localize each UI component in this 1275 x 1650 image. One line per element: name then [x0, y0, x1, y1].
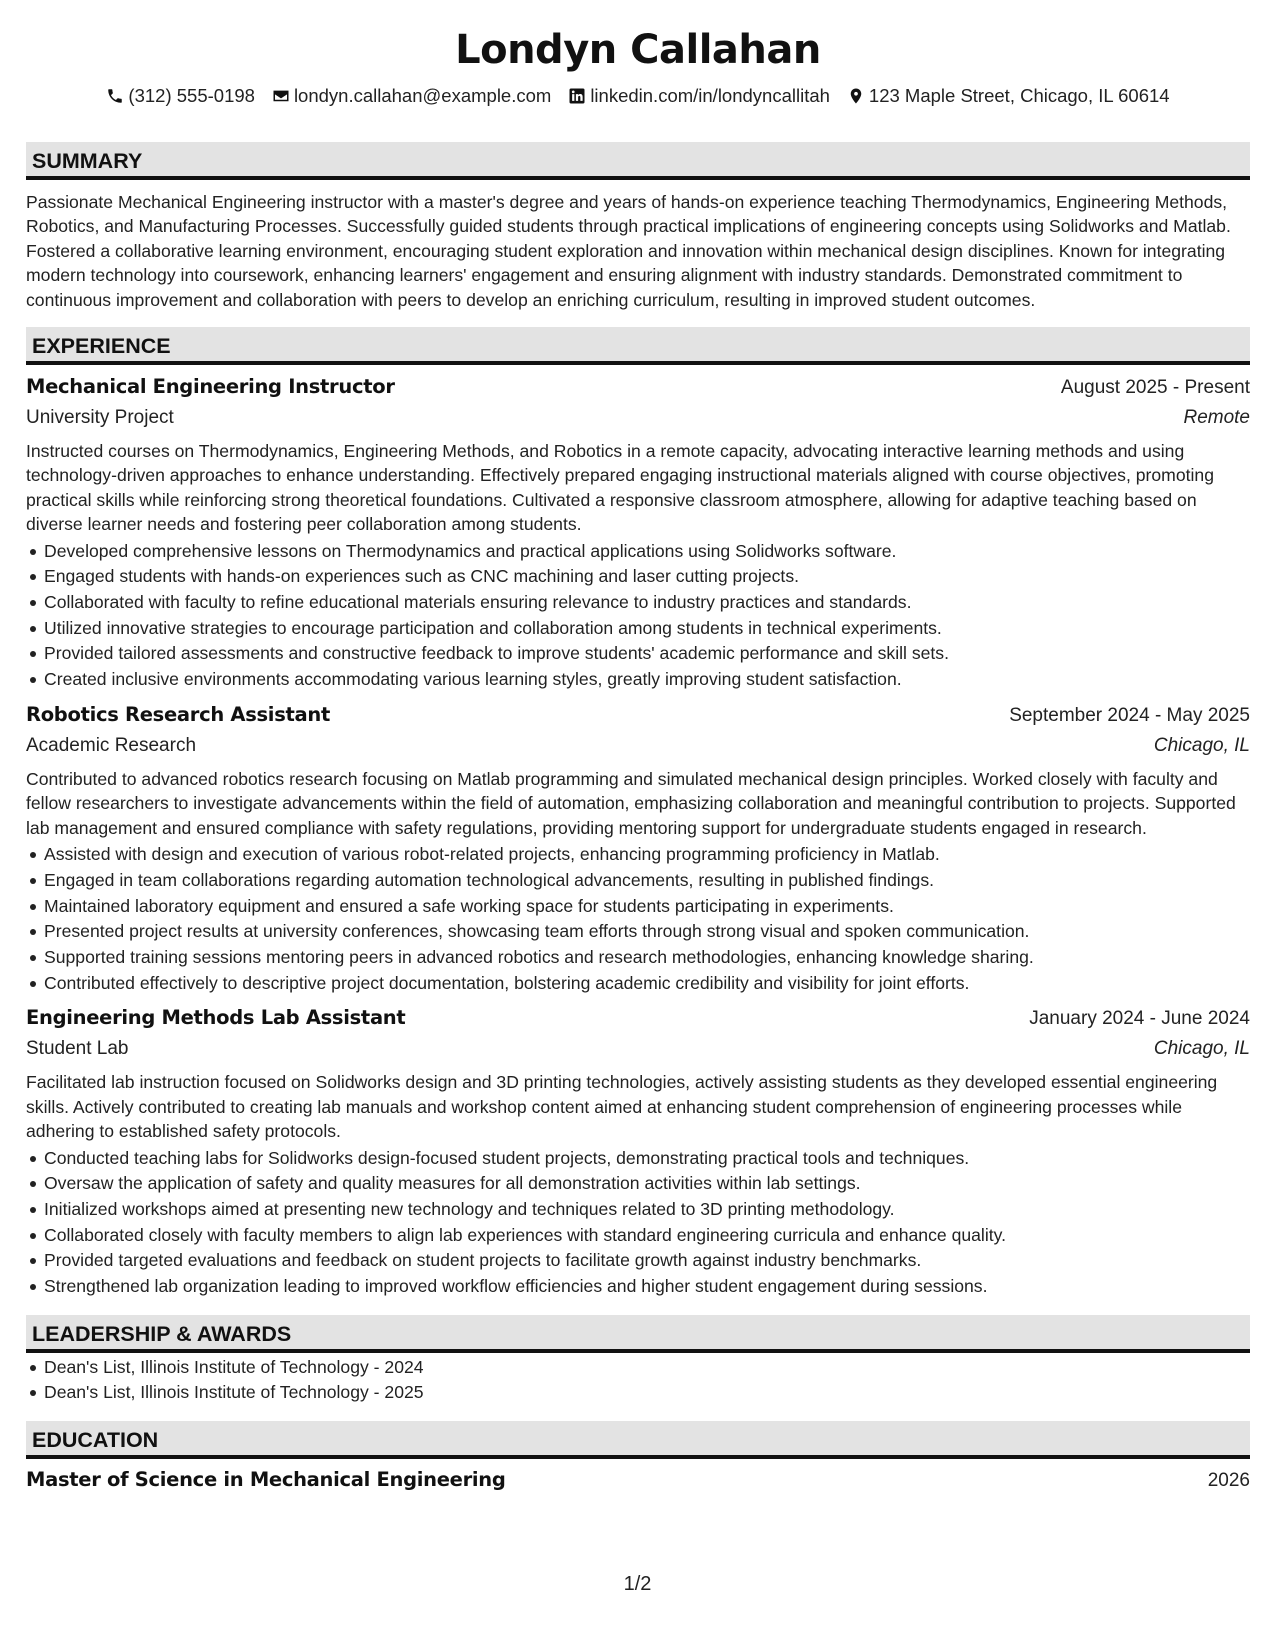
- job-bullet: Strengthened lab organization leading to improved workflow efficiencies and higher student engagement during sessions.: [44, 1274, 1250, 1300]
- job-entry: [26, 1003, 1250, 1299]
- job-bullet: Developed comprehensive lessons on Thermodynamics and practical applications using Solidworks software.: [44, 539, 1250, 565]
- contact-linkedin-text: linkedin.com/in/londyncallitah: [590, 85, 830, 106]
- job-description: Instructed courses on Thermodynamics, Engineering Methods, and Robotics in a remote capacity, advocating interactive learning methods and using technology-driven approaches to enhance understanding. Effectively prepared engaging instructional materials aligned with course objectives, promoting practical skills while reinforcing strong theoretical foundations. Cultivated a responsive classroom atmosphere, allowing for adaptive teaching based on diverse learner needs and fostering peer collaboration among students.: [26, 441, 1214, 535]
- job-bullet: Assisted with design and execution of various robot-related projects, enhancing programming proficiency in Matlab.: [44, 842, 1250, 868]
- contact-bar: [26, 84, 1250, 108]
- linkedin-icon: [568, 87, 586, 105]
- job-bullets: [26, 1146, 1250, 1300]
- job-bullets: [26, 539, 1250, 693]
- job-description: Contributed to advanced robotics research focusing on Matlab programming and simulated mechanical design principles. Worked closely with faculty and fellow researchers to investigate advancements within the field of automation, emphasizing collaboration and meaningful contribution to projects. Supported lab management and ensured compliance with safety regulations, providing mentoring support for undergraduate students engaged in research.: [26, 768, 1236, 838]
- job-organization: Academic Research: [26, 734, 197, 756]
- job-bullet: Presented project results at university conferences, showcasing team efforts through strong visual and spoken communication.: [44, 919, 1250, 945]
- contact-email-text: londyn.callahan@example.com: [293, 85, 552, 106]
- job-bullet: Conducted teaching labs for Solidworks design-focused student projects, demonstrating practical tools and techniques.: [44, 1146, 1250, 1172]
- awards-heading: LEADERSHIP & AWARDS: [26, 1315, 1250, 1353]
- education-section: [26, 1421, 1250, 1496]
- job-entry: [26, 700, 1250, 996]
- job-organization: University Project: [26, 407, 174, 429]
- contact-phone-text: (312) 555-0198: [128, 85, 255, 106]
- job-entry: [26, 372, 1250, 693]
- job-bullet: Provided targeted evaluations and feedback on student projects to facilitate growth against industry benchmarks.: [44, 1248, 1250, 1274]
- experience-heading: EXPERIENCE: [26, 327, 1250, 365]
- map-pin-icon: [847, 87, 865, 105]
- contact-address-text: 123 Maple Street, Chicago, IL 60614: [868, 85, 1170, 106]
- resume-page: [26, 0, 1250, 1496]
- job-bullet: Engaged in team collaborations regarding automation technological advancements, resulting in published findings.: [44, 868, 1250, 894]
- awards-section: [26, 1315, 1250, 1406]
- job-bullet: Utilized innovative strategies to encourage participation and collaboration among students in technical experiments.: [44, 616, 1250, 642]
- job-dates: January 2024 - June 2024: [1029, 1008, 1250, 1030]
- degree-title: Master of Science in Mechanical Engineering: [26, 1468, 506, 1492]
- candidate-name: Londyn Callahan: [455, 27, 821, 73]
- job-bullet: Oversaw the application of safety and quality measures for all demonstration activities within lab settings.: [44, 1171, 1250, 1197]
- envelope-icon: [272, 87, 290, 105]
- phone-icon: [106, 87, 124, 105]
- job-bullet: Collaborated closely with faculty members to align lab experiences with standard engineering curricula and enhance quality.: [44, 1223, 1250, 1249]
- summary-heading: SUMMARY: [26, 142, 1250, 180]
- job-bullet: Contributed effectively to descriptive project documentation, bolstering academic credibility and visibility for joint efforts.: [44, 971, 1250, 997]
- contact-email: [272, 84, 551, 108]
- degree-year: 2026: [1207, 1470, 1250, 1492]
- summary-text: Passionate Mechanical Engineering instructor with a master's degree and years of hands-on experience teaching Thermodynamics, Engineering Methods, Robotics, and Manufacturing Processes. Successfully guided students through practical implications of engineering concepts using Solidworks and Matlab. Fostered a collaborative learning environment, encouraging student exploration and innovation within mechanical design disciplines. Known for integrating modern technology into coursework, enhancing learners' engagement and ensuring alignment with industry standards. Demonstrated commitment to continuous improvement and collaboration with peers to develop an enriching curriculum, resulting in improved student outcomes.: [26, 192, 1231, 310]
- job-bullet: Supported training sessions mentoring peers in advanced robotics and research methodologies, enhancing knowledge sharing.: [44, 945, 1250, 971]
- page-number: 1/2: [623, 1573, 652, 1595]
- job-title: Mechanical Engineering Instructor: [26, 375, 395, 399]
- award-item: Dean's List, Illinois Institute of Technology - 2024: [44, 1355, 1250, 1381]
- education-heading: EDUCATION: [26, 1421, 1250, 1459]
- job-dates: August 2025 - Present: [1060, 377, 1250, 399]
- job-bullet: Initialized workshops aimed at presenting new technology and techniques related to 3D printing methodology.: [44, 1197, 1250, 1223]
- job-location: Chicago, IL: [1153, 1038, 1250, 1060]
- awards-list: [26, 1355, 1250, 1406]
- job-bullet: Engaged students with hands-on experiences such as CNC machining and laser cutting projects.: [44, 564, 1250, 590]
- summary-section: [26, 142, 1250, 312]
- job-location: Chicago, IL: [1153, 734, 1250, 756]
- experience-section: [26, 327, 1250, 1300]
- contact-phone: [106, 84, 255, 108]
- job-organization: Student Lab: [26, 1038, 129, 1060]
- contact-linkedin: [568, 84, 830, 108]
- award-item: Dean's List, Illinois Institute of Technology - 2025: [44, 1380, 1250, 1406]
- job-bullet: Maintained laboratory equipment and ensured a safe working space for students participating in experiments.: [44, 894, 1250, 920]
- job-bullet: Provided tailored assessments and constructive feedback to improve students' academic performance and skill sets.: [44, 641, 1250, 667]
- job-dates: September 2024 - May 2025: [1009, 704, 1250, 726]
- contact-address: [847, 84, 1170, 108]
- job-description: Facilitated lab instruction focused on Solidworks design and 3D printing technologies, actively assisting students as they developed essential engineering skills. Actively contributed to creating lab manuals and workshop content aimed at enhancing student comprehension of engineering processes while adhering to established safety protocols.: [26, 1072, 1218, 1142]
- job-title: Robotics Research Assistant: [26, 702, 330, 726]
- job-bullet: Collaborated with faculty to refine educational materials ensuring relevance to industry practices and standards.: [44, 590, 1250, 616]
- job-bullet: Created inclusive environments accommodating various learning styles, greatly improving student satisfaction.: [44, 667, 1250, 693]
- job-title: Engineering Methods Lab Assistant: [26, 1006, 406, 1030]
- job-location: Remote: [1183, 407, 1250, 429]
- job-bullets: [26, 842, 1250, 996]
